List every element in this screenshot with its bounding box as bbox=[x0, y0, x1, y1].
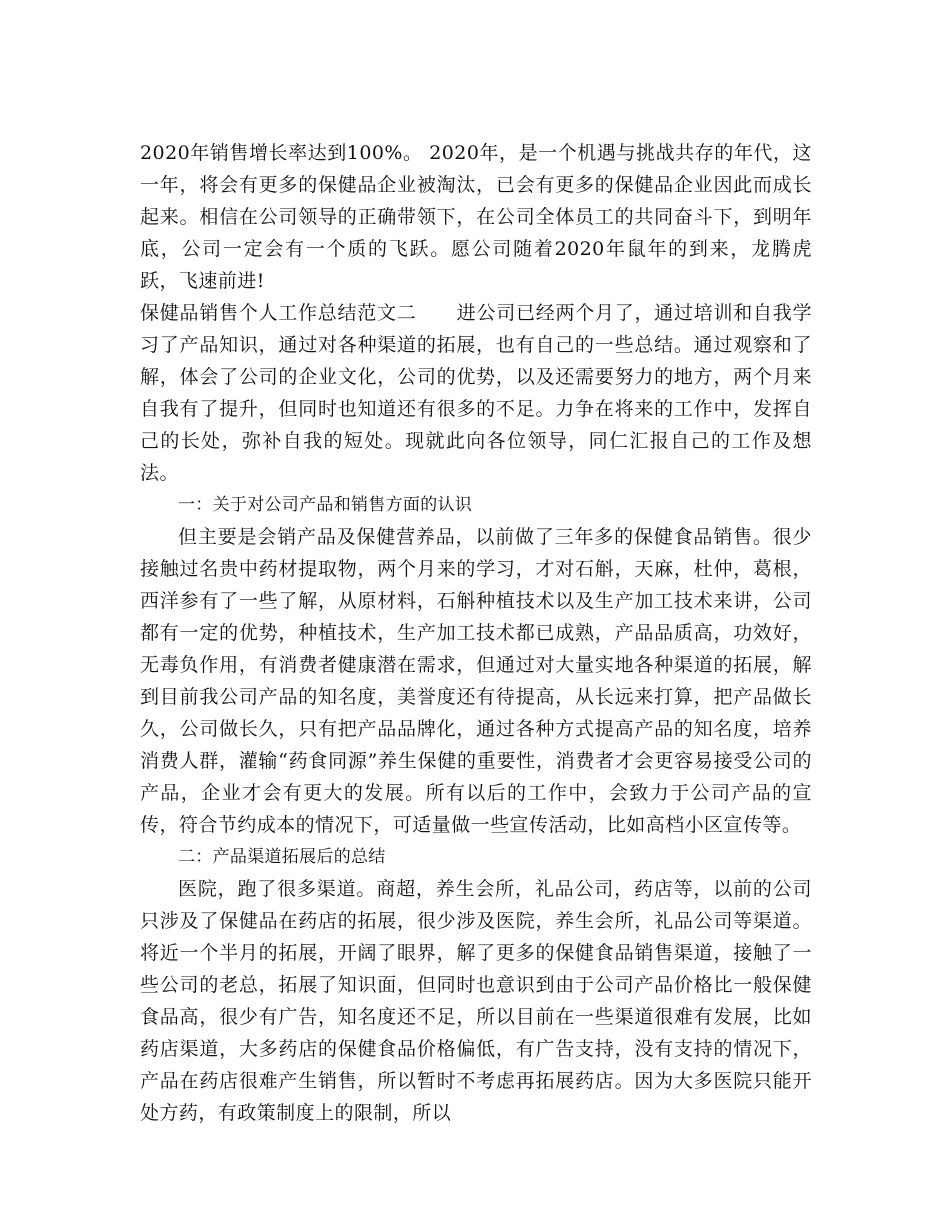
section-1-body: 但主要是会销产品及保健营养品，以前做了三年多的保健食品销售。很少接触过名贵中药材提取物，两个月来的学习，才对石斛，天麻，杜仲，葛根，西洋参有了一些了解，从原材料，石斛种植技术以及生产加工技术来讲，公司都有一定的优势，种植技术，生产加工技术都已成熟，产品品质高，功效好，无毒负作用，有消费者健康潜在需求，但通过对大量实地各种渠道的拓展，解到目前我公司产品的知名度，美誉度还有待提高，从长远来打算，把产品做长久，公司做长久，只有把产品品牌化，通过各种方式提高产品的知名度，培养消费人群，灌输“药食同源”养生保健的重要性，消费者才会更容易接受公司的产品，企业才会有更大的发展。所有以后的工作中，会致力于公司产品的宣传，符合节约成本的情况下，可适量做一些宣传活动，比如高档小区宣传等。 bbox=[140, 526, 812, 836]
document-body bbox=[140, 137, 812, 1129]
section-title: 保健品销售个人工作总结范文二 bbox=[140, 302, 417, 324]
paragraph-1: 2020年销售增长率达到100%。 2020年，是一个机遇与挑战共存的年代，这一年，将会有更多的保健品企业被淘汰，已会有更多的保健品企业因此而成长起来。相信在公司领导的正确带领下，在公司全体员工的共同奋斗下，到明年底，公司一定会有一个质的飞跃。愿公司随着2020年鼠年的到来，龙腾虎跃，飞速前进! bbox=[140, 142, 812, 292]
section-2-heading: 二：产品渠道拓展后的总结 bbox=[178, 847, 386, 867]
section-1-heading: 一：关于对公司产品和销售方面的认识 bbox=[178, 495, 473, 515]
paragraph-2 bbox=[140, 297, 812, 489]
section-2-body: 医院，跑了很多渠道。商超，养生会所，礼品公司，药店等，以前的公司只涉及了保健品在药店的拓展，很少涉及医院，养生会所，礼品公司等渠道。将近一个半月的拓展，开阔了眼界，解了更多的保健食品销售渠道，接触了一些公司的老总，拓展了知识面，但同时也意识到由于公司产品价格比一般保健食品高，很少有广告，知名度还不足，所以目前在一些渠道很难有发展，比如药店渠道，大多药店的保健食品价格偏低，有广告支持，没有支持的情况下，产品在药店很难产生销售，所以暂时不考虑再拓展药店。因为大多医院只能开处方药，有政策制度上的限制，所以 bbox=[140, 878, 812, 1124]
paragraph-2-text: 进公司已经两个月了，通过培训和自我学习了产品知识，通过对各种渠道的拓展，也有自己的一些总结。通过观察和了解，体会了公司的企业文化，公司的优势，以及还需要努力的地方，两个月来自我有了提升，但同时也知道还有很多的不足。力争在将来的工作中，发挥自己的长处，弥补自我的短处。现就此向各位领导，同仁汇报自己的工作及想法。 bbox=[140, 302, 812, 484]
